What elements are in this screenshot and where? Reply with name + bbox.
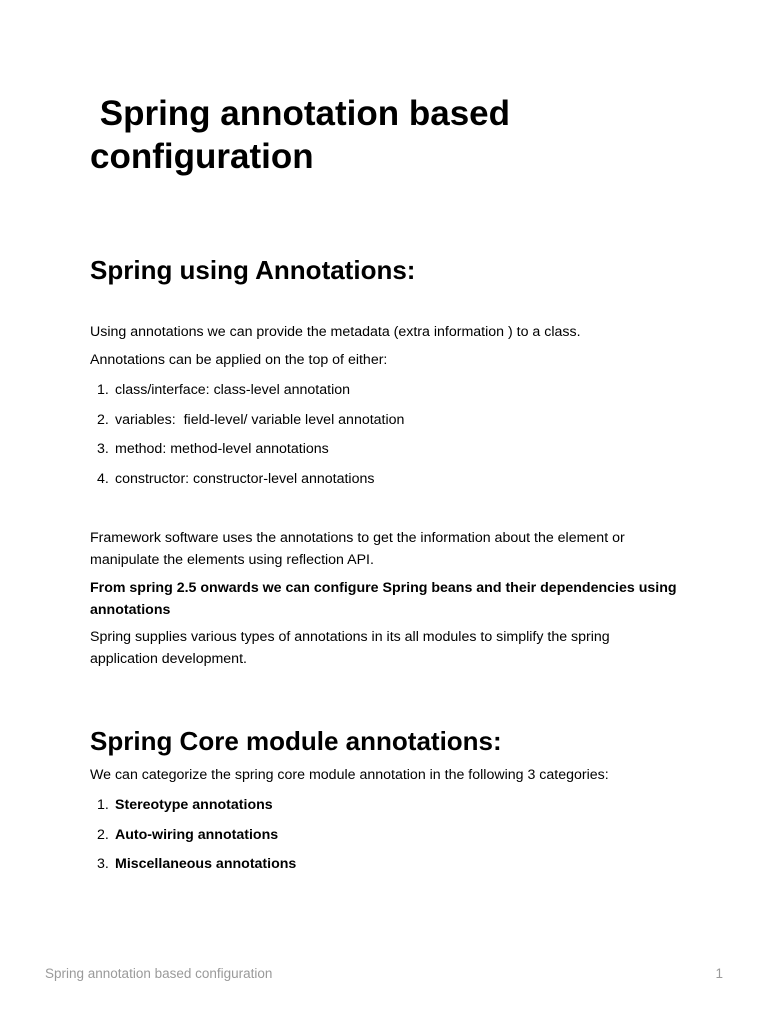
section-heading-annotations: Spring using Annotations:	[90, 255, 416, 285]
list-item-text: variables: field-level/ variable level annotation	[115, 411, 405, 428]
list-number: 2.	[97, 826, 109, 843]
paragraph-intro: Using annotations we can provide the metadata (extra information ) to a class.	[90, 324, 581, 340]
paragraph-framework: Framework software uses the annotations to get the information about the element or manipulate the elements using reflection API.	[90, 530, 625, 568]
list-number: 3.	[97, 441, 109, 458]
list-item	[90, 824, 296, 854]
annotation-targets-list	[90, 379, 404, 498]
footer-page-number: 1	[715, 966, 723, 981]
section-heading-core-module: Spring Core module annotations:	[90, 726, 502, 756]
list-item-text: class/interface: class-level annotation	[115, 382, 351, 398]
document-title: Spring annotation based configuration	[90, 94, 520, 176]
paragraph-spring-25: From spring 2.5 onwards we can configure Spring beans and their dependencies using annotations	[90, 580, 677, 618]
list-item-text: Auto-wiring annotations	[115, 826, 279, 843]
list-item	[90, 468, 404, 498]
list-number: 1.	[97, 797, 109, 813]
list-item-text: method: method-level annotations	[115, 441, 329, 458]
list-item-text: Stereotype annotations	[115, 797, 273, 813]
list-number: 4.	[97, 471, 109, 488]
paragraph-spring-supplies: Spring supplies various types of annotations in its all modules to simplify the spring application development.	[90, 629, 610, 667]
list-item	[90, 853, 296, 883]
list-number: 3.	[97, 856, 109, 873]
list-item	[90, 379, 404, 409]
list-item	[90, 409, 404, 439]
list-number: 1.	[97, 382, 109, 398]
footer-title: Spring annotation based configuration	[45, 966, 273, 981]
paragraph-applied-on: Annotations can be applied on the top of either:	[90, 352, 388, 368]
list-item-text: constructor: constructor-level annotations	[115, 471, 375, 488]
list-item-text: Miscellaneous annotations	[115, 856, 297, 873]
paragraph-categorize: We can categorize the spring core module annotation in the following 3 categories:	[90, 767, 609, 783]
core-annotation-categories-list	[90, 794, 296, 883]
list-item	[90, 438, 404, 468]
list-number: 2.	[97, 411, 109, 428]
list-item	[90, 794, 296, 824]
